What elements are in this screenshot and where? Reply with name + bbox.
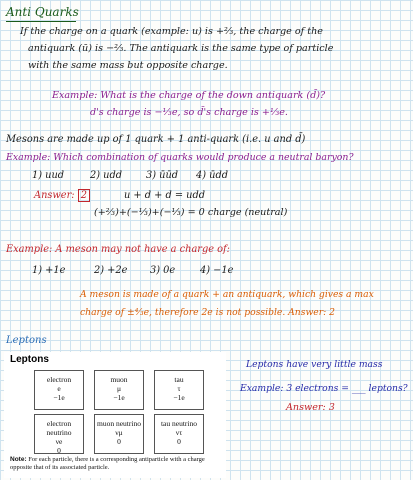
- lepton-name: tau: [174, 375, 184, 384]
- baryon-answer-box: 2: [78, 189, 90, 202]
- leptons-table-note: [10, 456, 222, 471]
- lepton-charge: −1e: [173, 393, 185, 402]
- note-text: For each particle, there is a corresponding antiparticle with a charge opposite that of its associated particle.: [10, 456, 205, 471]
- lepton-name: muon: [110, 375, 128, 384]
- baryon-answer: [34, 191, 90, 201]
- leptons-example-answer: Answer: 3: [286, 402, 335, 413]
- leptons-title: Leptons: [6, 335, 47, 346]
- lepton-symbol: νe: [55, 437, 63, 446]
- meson-explanation-line1: A meson is made of a quark + an antiquark, which gives a max: [80, 289, 374, 300]
- leptons-table: [4, 352, 226, 478]
- baryon-option-3: 3) ūūd: [146, 170, 179, 181]
- lepton-cell-electron: [34, 370, 84, 410]
- leptons-example-question: Example: 3 electrons = ___ leptons?: [240, 383, 408, 394]
- lepton-name: electron: [46, 375, 72, 384]
- baryon-example-question: Example: Which combination of quarks would produce a neutral baryon?: [6, 152, 354, 163]
- antiquarks-line2: antiquark (ū) is −⅔. The antiquark is the same type of particle: [28, 43, 334, 54]
- lepton-cell-tau: [154, 370, 204, 410]
- note-label: Note:: [10, 456, 27, 463]
- lepton-charge: −1e: [113, 393, 125, 402]
- meson-explanation-line2: charge of ±⁴⁄₃e, therefore 2e is not possible. Answer: 2: [80, 307, 335, 318]
- lepton-charge: 0: [177, 437, 181, 446]
- leptons-table-title: Leptons: [10, 354, 49, 365]
- lepton-charge: −1e: [53, 393, 65, 402]
- lepton-charge: 0: [57, 446, 61, 455]
- antiquarks-line3: with the same mass but opposite charge.: [28, 60, 228, 71]
- meson-option-2: 2) +2e: [94, 265, 128, 276]
- meson-charge-question: Example: A meson may not have a charge of:: [6, 244, 230, 255]
- meson-option-4: 4) −1e: [200, 265, 234, 276]
- baryon-option-4: 4) ūdd: [196, 170, 229, 181]
- antiquark-example-answer: d's charge is −⅓e, so d̄'s charge is +⅓e.: [90, 107, 288, 118]
- baryon-option-2: 2) udd: [90, 170, 123, 181]
- lepton-cell-electron-neutrino: [34, 414, 84, 454]
- lepton-cell-tau-neutrino: [154, 414, 204, 454]
- lepton-symbol: e: [57, 384, 61, 393]
- lepton-name: electron neutrino: [46, 419, 72, 437]
- lepton-cell-muon-neutrino: [94, 414, 144, 454]
- lepton-symbol: νμ: [115, 428, 123, 437]
- title-underline: [6, 21, 76, 22]
- lepton-symbol: τ: [177, 384, 181, 393]
- lepton-name: tau neutrino: [160, 419, 198, 428]
- lepton-symbol: μ: [116, 384, 122, 393]
- leptons-mass-note: Leptons have very little mass: [246, 359, 383, 370]
- mesons-definition: Mesons are made up of 1 quark + 1 anti-quark (i.e. u and d̄): [6, 134, 306, 145]
- antiquark-example-question: Example: What is the charge of the down antiquark (d̄)?: [52, 90, 326, 101]
- baryon-work-line1: u + d + d = udd: [124, 190, 206, 201]
- antiquarks-title: Anti Quarks: [6, 5, 79, 19]
- baryon-work-line2: (+⅔)+(−⅓)+(−⅓) = 0 charge (neutral): [94, 207, 288, 218]
- baryon-answer-label: Answer:: [34, 190, 75, 201]
- lepton-name: muon neutrino: [97, 419, 141, 428]
- antiquarks-line1: If the charge on a quark (example: u) is +⅔, the charge of the: [20, 26, 323, 37]
- lepton-cell-muon: [94, 370, 144, 410]
- meson-option-3: 3) 0e: [150, 265, 176, 276]
- lepton-symbol: ντ: [175, 428, 183, 437]
- baryon-option-1: 1) uud: [32, 170, 65, 181]
- lepton-charge: 0: [117, 437, 121, 446]
- meson-option-1: 1) +1e: [32, 265, 66, 276]
